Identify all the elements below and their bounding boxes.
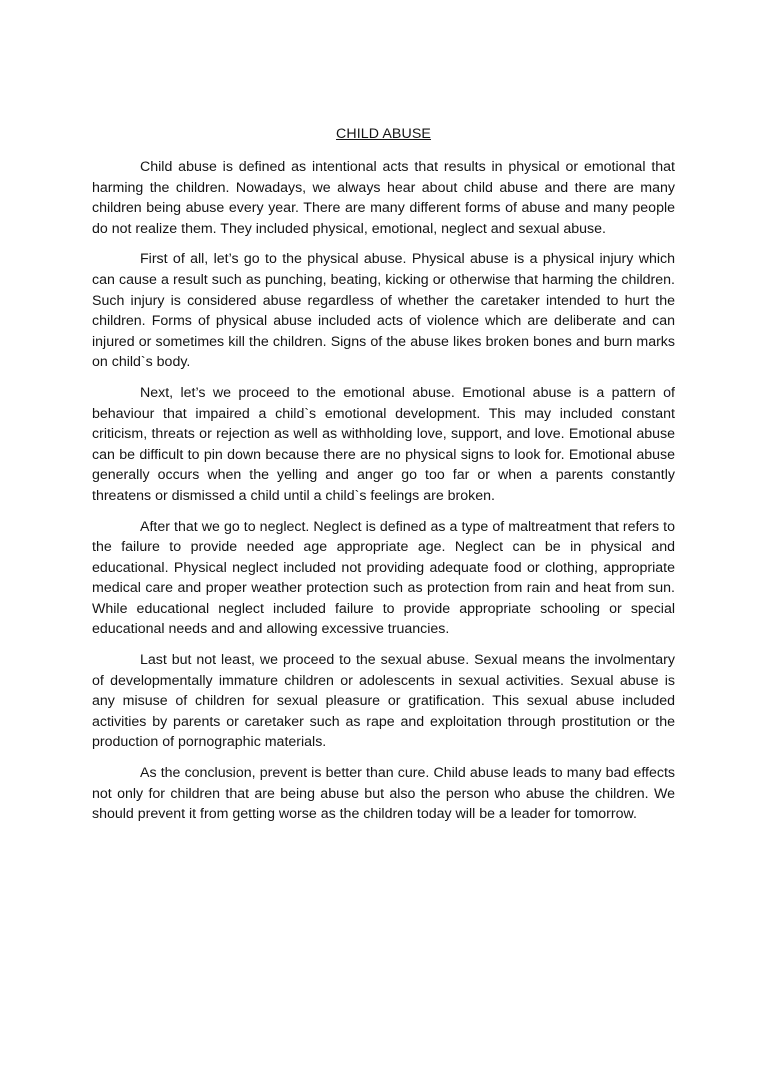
- paragraph-sexual-abuse: Last but not least, we proceed to the sexual abuse. Sexual means the involmentary of developmentally immature children or adolescents in sexual activities. Sexual abuse is any misuse of children for sexual pleasure or gratification. This sexual abuse included activities by parents or caretaker such as rape and exploitation through prostitution or the production of pornographic materials.: [92, 652, 675, 751]
- paragraph-emotional-abuse: Next, let’s we proceed to the emotional abuse. Emotional abuse is a pattern of behaviour that impaired a child`s emotional development. This may included constant criticism, threats or rejection as well as withholding love, support, and love. Emotional abuse can be difficult to pin down because there are no physical signs to look for. Emotional abuse generally occurs when the yelling and anger go too far or when a parents constantly threatens or dismissed a child until a child`s feelings are broken.: [92, 384, 675, 504]
- paragraph-introduction: Child abuse is defined as intentional acts that results in physical or emotional that harming the children. Nowadays, we always hear about child abuse and there are many children being abuse every year. There are many different forms of abuse and many people do not realize them. They included physical, emotional, neglect and sexual abuse.: [92, 159, 675, 237]
- document-page: [92, 124, 675, 835]
- paragraph-conclusion: As the conclusion, prevent is better than cure. Child abuse leads to many bad effects not only for children that are being abuse but also the person who abuse the children. We should prevent it from getting worse as the children today will be a leader for tomorrow.: [92, 765, 675, 823]
- document-title: CHILD ABUSE: [336, 126, 431, 142]
- paragraph-physical-abuse: First of all, let’s go to the physical abuse. Physical abuse is a physical injury which can cause a result such as punching, beating, kicking or otherwise that harming the children. Such injury is considered abuse regardless of whether the caretaker intended to hurt the children. Forms of physical abuse included acts of violence which are deliberate and can injured or sometimes kill the children. Signs of the abuse likes broken bones and burn marks on child`s body.: [92, 251, 675, 371]
- paragraph-neglect: After that we go to neglect. Neglect is defined as a type of maltreatment that refers to the failure to provide needed age appropriate age. Neglect can be in physical and educational. Physical neglect included not providing adequate food or clothing, appropriate medical care and proper weather protection such as protection from rain and heat from sun. While educational neglect included failure to provide appropriate schooling or special educational needs and and allowing excessive truancies.: [92, 518, 675, 638]
